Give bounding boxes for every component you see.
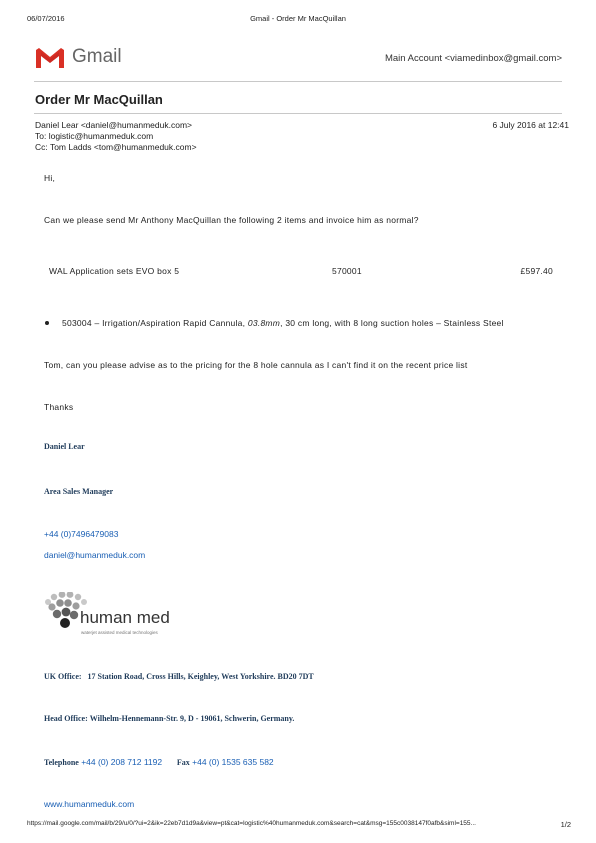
print-page-number: 1/2 <box>560 820 571 829</box>
item-price: £597.40 <box>520 266 553 276</box>
signature-email-link[interactable]: daniel@humanmeduk.com <box>44 550 146 560</box>
human-med-logo <box>43 592 178 640</box>
website-link[interactable]: www.humanmeduk.com <box>44 799 135 809</box>
greeting: Hi, <box>44 173 56 183</box>
message-to: To: logistic@humanmeduk.com <box>35 131 154 141</box>
gmail-logo-text: Gmail <box>72 46 122 67</box>
signature-name: Daniel Lear <box>44 442 85 451</box>
bullet-icon <box>45 321 49 325</box>
item-code: 570001 <box>332 266 362 276</box>
human-med-tagline: waterjet assisted medical technologies <box>81 630 158 635</box>
telephone-line: Telephone +44 (0) 208 712 1192 Fax +44 (0) 1535 635 582 <box>44 757 274 767</box>
telephone-link[interactable]: +44 (0) 208 712 1192 <box>81 757 163 767</box>
print-date: 06/07/2016 <box>27 14 65 23</box>
message-from: Daniel Lear <daniel@humanmeduk.com> <box>35 120 192 130</box>
thanks-text: Thanks <box>44 402 74 412</box>
uk-office-line: UK Office: 17 Station Road, Cross Hills, Keighley, West Yorkshire. BD20 7DT <box>44 672 314 681</box>
fax-link[interactable]: +44 (0) 1535 635 582 <box>192 757 274 767</box>
bullet-item-text: 503004 – Irrigation/Aspiration Rapid Cannula, 03.8mm, 30 cm long, with 8 long suction holes – Stainless Steel <box>62 318 504 328</box>
item-name: WAL Application sets EVO box 5 <box>49 266 180 276</box>
pricing-question: Tom, can you please advise as to the pricing for the 8 hole cannula as I can't find it on the recent price list <box>44 360 468 370</box>
subject-divider <box>34 113 562 114</box>
message-cc: Cc: Tom Ladds <tom@humanmeduk.com> <box>35 142 197 152</box>
message-date: 6 July 2016 at 12:41 <box>492 120 569 130</box>
head-office-line: Head Office: Wilhelm-Hennemann-Str. 9, D - 19061, Schwerin, Germany. <box>44 714 295 723</box>
print-footer-url: https://mail.google.com/mail/b/29/u/0/?ui=2&ik=22eb7d1d9a&view=pt&cat=logistic%40humanmeduk.com&search=cat&msg=155c0038147f0afb&siml=155... <box>27 820 476 827</box>
account-label: Main Account <viamedinbox@gmail.com> <box>384 53 562 64</box>
signature-title: Area Sales Manager <box>44 487 114 496</box>
gmail-envelope-icon <box>35 46 65 70</box>
request-text: Can we please send Mr Anthony MacQuillan the following 2 items and invoice him as normal? <box>44 215 419 225</box>
signature-phone-link[interactable]: +44 (0)7496479083 <box>44 529 119 539</box>
header-divider <box>34 81 562 82</box>
human-med-logo-text: human med <box>80 608 170 627</box>
message-subject: Order Mr MacQuillan <box>35 92 163 107</box>
print-title: Gmail - Order Mr MacQuillan <box>250 14 346 23</box>
gmail-logo[interactable] <box>35 45 131 71</box>
